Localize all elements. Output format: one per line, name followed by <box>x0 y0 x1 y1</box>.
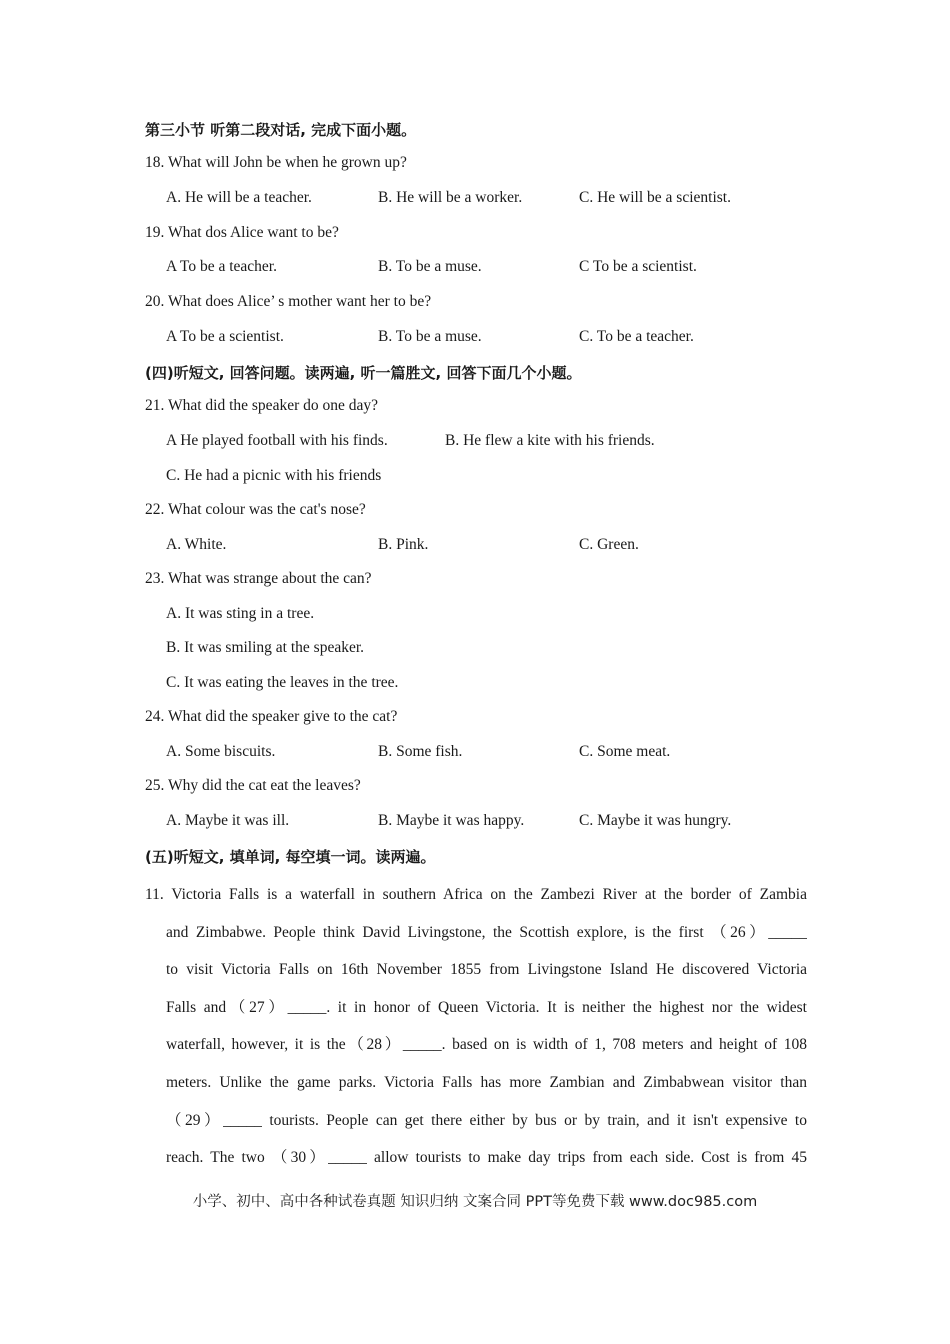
passage-line-6: meters. Unlike the game parks. Victoria Falls has more Zambian and Zimbabwean visitor than <box>166 1073 807 1091</box>
question-20: 20. What does Alice’ s mother want her to be? <box>145 293 432 310</box>
cloze-passage <box>145 876 807 1177</box>
option-20b: B. To be a muse. <box>378 328 482 345</box>
passage-line-2: and Zimbabwe. People think David Livingstone, the Scottish explore, is the first （26）_____ <box>166 923 807 941</box>
option-21a: A He played football with his finds. <box>166 432 388 449</box>
option-24b: B. Some fish. <box>378 743 463 760</box>
option-19a: A To be a teacher. <box>166 258 277 275</box>
passage-line-1: 11. Victoria Falls is a waterfall in southern Africa on the Zambezi River at the border of Zambia <box>145 886 807 903</box>
option-20c: C. To be a teacher. <box>579 328 694 345</box>
option-19c: C To be a scientist. <box>579 258 697 275</box>
question-25: 25. Why did the cat eat the leaves? <box>145 777 361 794</box>
question-21: 21. What did the speaker do one day? <box>145 397 378 414</box>
section3-heading: 第三小节 听第二段对话, 完成下面小题。 <box>145 121 417 139</box>
question-22: 22. What colour was the cat's nose? <box>145 501 366 518</box>
passage-line-3: to visit Victoria Falls on 16th November 1855 from Livingstone Island He discovered Victoria <box>166 961 807 979</box>
passage-line-8: reach. The two （30）_____ allow tourists to make day trips from each side. Cost is from 45 <box>166 1149 807 1167</box>
passage-line-5: waterfall, however, it is the（28）_____. based on is width of 1, 708 meters and height of 108 <box>166 1036 807 1054</box>
option-22a: A. White. <box>166 536 227 553</box>
option-18a: A. He will be a teacher. <box>166 189 312 206</box>
option-24c: C. Some meat. <box>579 743 671 760</box>
option-21c: C. He had a picnic with his friends <box>166 467 382 484</box>
option-18b: B. He will be a worker. <box>378 189 523 206</box>
option-22b: B. Pink. <box>378 536 429 553</box>
option-25c: C. Maybe it was hungry. <box>579 812 732 829</box>
option-18c: C. He will be a scientist. <box>579 189 731 206</box>
passage-line-4: Falls and（27）_____. it in honor of Queen Victoria. It is neither the highest nor the widest <box>166 998 807 1016</box>
option-21b: B. He flew a kite with his friends. <box>445 432 655 449</box>
question-24: 24. What did the speaker give to the cat? <box>145 708 398 725</box>
option-25a: A. Maybe it was ill. <box>166 812 290 829</box>
section5-heading: (五)听短文, 填单词, 每空填一词。读两遍。 <box>145 848 436 866</box>
passage-line-7: （29）_____ tourists. People can get there either by bus or by train, and it isn't expensive to <box>166 1111 807 1129</box>
section4-heading: (四)听短文, 回答问题。读两遍, 听一篇胜文, 回答下面几个小题。 <box>145 364 582 382</box>
page-footer: 小学、初中、高中各种试卷真题 知识归纳 文案合同 PPT等免费下载 www.doc985.com <box>192 1194 758 1210</box>
option-20a: A To be a scientist. <box>166 328 284 345</box>
option-24a: A. Some biscuits. <box>166 743 276 760</box>
question-18: 18. What will John be when he grown up? <box>145 154 407 171</box>
option-23b: B. It was smiling at the speaker. <box>166 639 365 656</box>
option-23c: C. It was eating the leaves in the tree. <box>166 674 399 691</box>
question-19: 19. What dos Alice want to be? <box>145 224 339 241</box>
option-25b: B. Maybe it was happy. <box>378 812 525 829</box>
option-22c: C. Green. <box>579 536 639 553</box>
option-19b: B. To be a muse. <box>378 258 482 275</box>
option-23a: A. It was sting in a tree. <box>166 605 315 622</box>
question-23: 23. What was strange about the can? <box>145 570 372 587</box>
